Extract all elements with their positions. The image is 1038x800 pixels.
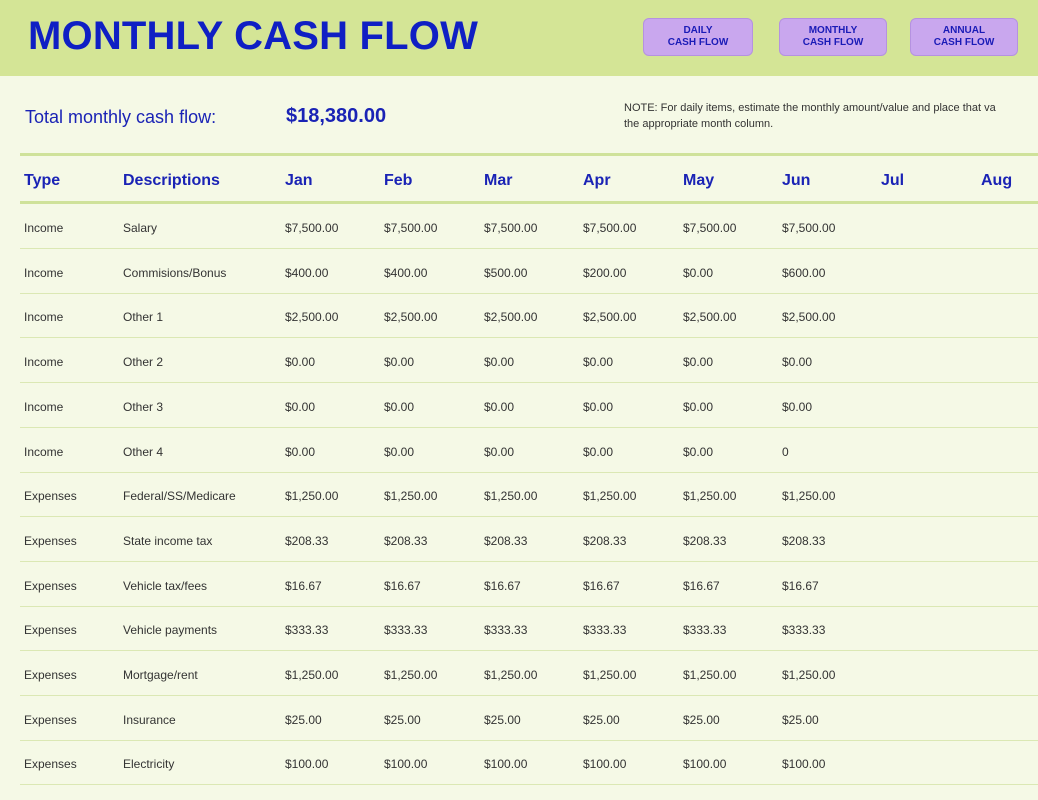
table-cell[interactable]: $0.00 <box>782 355 813 370</box>
table-cell[interactable]: Electricity <box>123 757 175 772</box>
table-cell[interactable]: $333.33 <box>683 623 727 638</box>
table-cell[interactable]: $0.00 <box>683 265 714 280</box>
note-line-2: the appropriate month column. <box>624 118 774 130</box>
table-cell[interactable]: Income <box>24 355 64 370</box>
table-cell[interactable]: $16.67 <box>285 578 322 593</box>
table-row <box>20 740 1038 785</box>
table-cell[interactable]: $0.00 <box>484 444 515 459</box>
table-row <box>20 428 1038 473</box>
table-cell[interactable]: Income <box>24 310 64 325</box>
table-cell[interactable]: $7,500.00 <box>484 221 538 235</box>
table-cell[interactable]: Expenses <box>24 533 77 548</box>
table-cell[interactable]: $2,500.00 <box>782 310 836 325</box>
table-cell[interactable]: $0.00 <box>484 399 515 414</box>
table-cell[interactable]: $0.00 <box>683 444 714 459</box>
table-cell[interactable]: $1,250.00 <box>782 489 836 504</box>
table-cell[interactable]: Insurance <box>123 712 176 727</box>
total-cash-flow-label: Total monthly cash flow: <box>25 107 217 127</box>
table-cell[interactable]: $7,500.00 <box>285 221 339 235</box>
table-cell[interactable]: Income <box>24 399 64 414</box>
table-cell[interactable]: $1,250.00 <box>583 489 637 504</box>
table-cell[interactable]: $0.00 <box>484 355 515 370</box>
table-cell[interactable]: State income tax <box>123 533 213 548</box>
column-header-jun[interactable]: Jun <box>782 172 811 189</box>
table-cell[interactable]: $16.67 <box>583 578 620 593</box>
table-cell[interactable]: $16.67 <box>484 578 521 593</box>
table-cell[interactable]: $100.00 <box>384 757 428 772</box>
total-cash-flow-value: $18,380.00 <box>286 105 387 127</box>
table-row <box>20 383 1038 428</box>
table-cell[interactable]: $100.00 <box>484 757 528 772</box>
table-row <box>20 696 1038 741</box>
table-cell[interactable]: $333.33 <box>583 623 627 638</box>
table-header-row <box>20 156 1038 204</box>
table-cell[interactable]: $1,250.00 <box>384 489 438 504</box>
table-cell[interactable]: Income <box>24 221 64 235</box>
table-row <box>20 651 1038 696</box>
table-cell[interactable]: $100.00 <box>683 757 727 772</box>
table-cell[interactable]: $25.00 <box>782 712 819 727</box>
table-cell[interactable]: $400.00 <box>384 265 428 280</box>
table-cell[interactable]: 0 <box>782 444 789 459</box>
table-cell[interactable]: $1,250.00 <box>583 668 637 682</box>
table-cell[interactable]: Mortgage/rent <box>123 668 198 682</box>
table-cell[interactable]: $333.33 <box>384 623 428 638</box>
cash-flow-table <box>20 153 1038 800</box>
table-cell[interactable]: Expenses <box>24 757 77 772</box>
table-cell[interactable]: $600.00 <box>782 265 826 280</box>
table-cell[interactable]: $0.00 <box>285 444 316 459</box>
table-cell[interactable]: Income <box>24 265 64 280</box>
table-cell[interactable]: $1,250.00 <box>285 489 339 504</box>
table-cell[interactable]: Expenses <box>24 489 77 504</box>
table-cell[interactable]: $16.67 <box>384 578 421 593</box>
table-cell[interactable]: $1,250.00 <box>285 668 339 682</box>
table-cell[interactable]: $1,250.00 <box>484 489 538 504</box>
table-cell[interactable]: $0.00 <box>285 399 316 414</box>
table-cell[interactable]: $333.33 <box>484 623 528 638</box>
table-cell[interactable]: $200.00 <box>583 265 627 280</box>
table-cell[interactable]: $0.00 <box>583 444 614 459</box>
table-cell[interactable]: $2,500.00 <box>384 310 438 325</box>
table-cell[interactable]: $208.33 <box>285 533 329 548</box>
table-cell[interactable]: $208.33 <box>782 533 826 548</box>
table-cell[interactable]: $400.00 <box>285 265 329 280</box>
header-bar <box>0 0 1038 76</box>
table-cell[interactable]: $2,500.00 <box>683 310 737 325</box>
table-row <box>20 472 1038 517</box>
column-header-aug[interactable]: Aug <box>981 172 1013 189</box>
table-cell[interactable]: $1,250.00 <box>782 668 836 682</box>
table-cell[interactable]: $7,500.00 <box>683 221 737 235</box>
column-header-descriptions[interactable]: Descriptions <box>123 172 220 189</box>
table-cell[interactable]: Expenses <box>24 578 77 593</box>
table-cell[interactable]: Other 3 <box>123 399 164 414</box>
daily-cash-flow-button[interactable] <box>643 18 753 56</box>
table-row <box>20 249 1038 294</box>
note-line-1: NOTE: For daily items, estimate the monthly amount/value and place that va <box>624 102 996 114</box>
monthly-cash-flow-button-label: MONTHLY CASH FLOW <box>802 25 864 48</box>
annual-cash-flow-button-label: ANNUAL CASH FLOW <box>933 25 995 48</box>
table-cell[interactable]: $208.33 <box>384 533 428 548</box>
table-cell[interactable]: $25.00 <box>384 712 421 727</box>
table-cell[interactable]: $16.67 <box>782 578 819 593</box>
table-row <box>20 562 1038 607</box>
table-cell[interactable]: $16.67 <box>683 578 720 593</box>
table-row <box>20 204 1038 249</box>
table-cell[interactable]: $0.00 <box>384 355 415 370</box>
table-cell[interactable]: $333.33 <box>782 623 826 638</box>
table-cell[interactable]: $1,250.00 <box>683 489 737 504</box>
table-cell[interactable]: $0.00 <box>683 399 714 414</box>
table-cell[interactable]: $0.00 <box>384 399 415 414</box>
table-cell[interactable]: $1,250.00 <box>683 668 737 682</box>
table-cell[interactable]: Income <box>24 444 64 459</box>
table-cell[interactable]: Expenses <box>24 668 77 682</box>
table-cell[interactable]: Federal/SS/Medicare <box>123 489 236 504</box>
table-cell[interactable]: $7,500.00 <box>384 221 438 235</box>
table-cell[interactable]: Expenses <box>24 712 77 727</box>
table-cell[interactable]: $1,250.00 <box>484 668 538 682</box>
table-cell[interactable]: Other 2 <box>123 355 164 370</box>
table-cell[interactable]: $7,500.00 <box>782 221 836 235</box>
table-cell[interactable]: $100.00 <box>782 757 826 772</box>
table-cell[interactable]: $2,500.00 <box>285 310 339 325</box>
table-cell[interactable]: $0.00 <box>782 399 813 414</box>
table-cell[interactable]: $1,250.00 <box>384 668 438 682</box>
table-cell[interactable]: $0.00 <box>583 355 614 370</box>
table-row <box>20 293 1038 338</box>
table-cell[interactable]: $500.00 <box>484 265 528 280</box>
table-cell[interactable]: $25.00 <box>583 712 620 727</box>
table-cell[interactable]: $2,500.00 <box>484 310 538 325</box>
table-cell[interactable]: $25.00 <box>285 712 322 727</box>
table-cell[interactable]: Other 4 <box>123 444 164 459</box>
daily-cash-flow-button-label: DAILY CASH FLOW <box>667 25 729 48</box>
table-cell[interactable]: $100.00 <box>583 757 627 772</box>
column-header-type[interactable]: Type <box>24 172 61 189</box>
table-cell[interactable]: $0.00 <box>683 355 714 370</box>
table-cell[interactable]: $333.33 <box>285 623 329 638</box>
column-header-jul[interactable]: Jul <box>881 172 905 189</box>
table-cell[interactable]: $100.00 <box>285 757 329 772</box>
column-header-apr[interactable]: Apr <box>583 172 611 189</box>
table-cell[interactable]: Vehicle tax/fees <box>123 578 208 593</box>
note-text <box>624 100 1038 132</box>
table-cell[interactable]: $208.33 <box>484 533 528 548</box>
column-header-may[interactable]: May <box>683 172 715 189</box>
table-cell[interactable]: $0.00 <box>583 399 614 414</box>
table-cell[interactable]: $2,500.00 <box>583 310 637 325</box>
table-cell[interactable]: Expenses <box>24 623 77 638</box>
table-cell[interactable]: Other 1 <box>123 310 164 325</box>
table-cell[interactable]: $208.33 <box>583 533 627 548</box>
table-row <box>20 517 1038 562</box>
table-cell[interactable]: $0.00 <box>285 355 316 370</box>
table-row <box>20 606 1038 651</box>
table-cell[interactable]: $0.00 <box>384 444 415 459</box>
table-cell[interactable]: Salary <box>123 221 158 235</box>
table-cell[interactable]: $7,500.00 <box>583 221 637 235</box>
table-cell[interactable]: $25.00 <box>484 712 521 727</box>
table-cell[interactable]: Vehicle payments <box>123 623 218 638</box>
monthly-cash-flow-button[interactable] <box>779 18 887 56</box>
column-header-mar[interactable]: Mar <box>484 172 513 189</box>
table-cell[interactable]: $25.00 <box>683 712 720 727</box>
column-header-feb[interactable]: Feb <box>384 172 413 189</box>
page-title: MONTHLY CASH FLOW <box>28 14 479 58</box>
table-cell[interactable]: $208.33 <box>683 533 727 548</box>
table-cell[interactable]: Commisions/Bonus <box>123 265 227 280</box>
table-row <box>20 338 1038 383</box>
column-header-jan[interactable]: Jan <box>285 172 313 189</box>
annual-cash-flow-button[interactable] <box>910 18 1018 56</box>
